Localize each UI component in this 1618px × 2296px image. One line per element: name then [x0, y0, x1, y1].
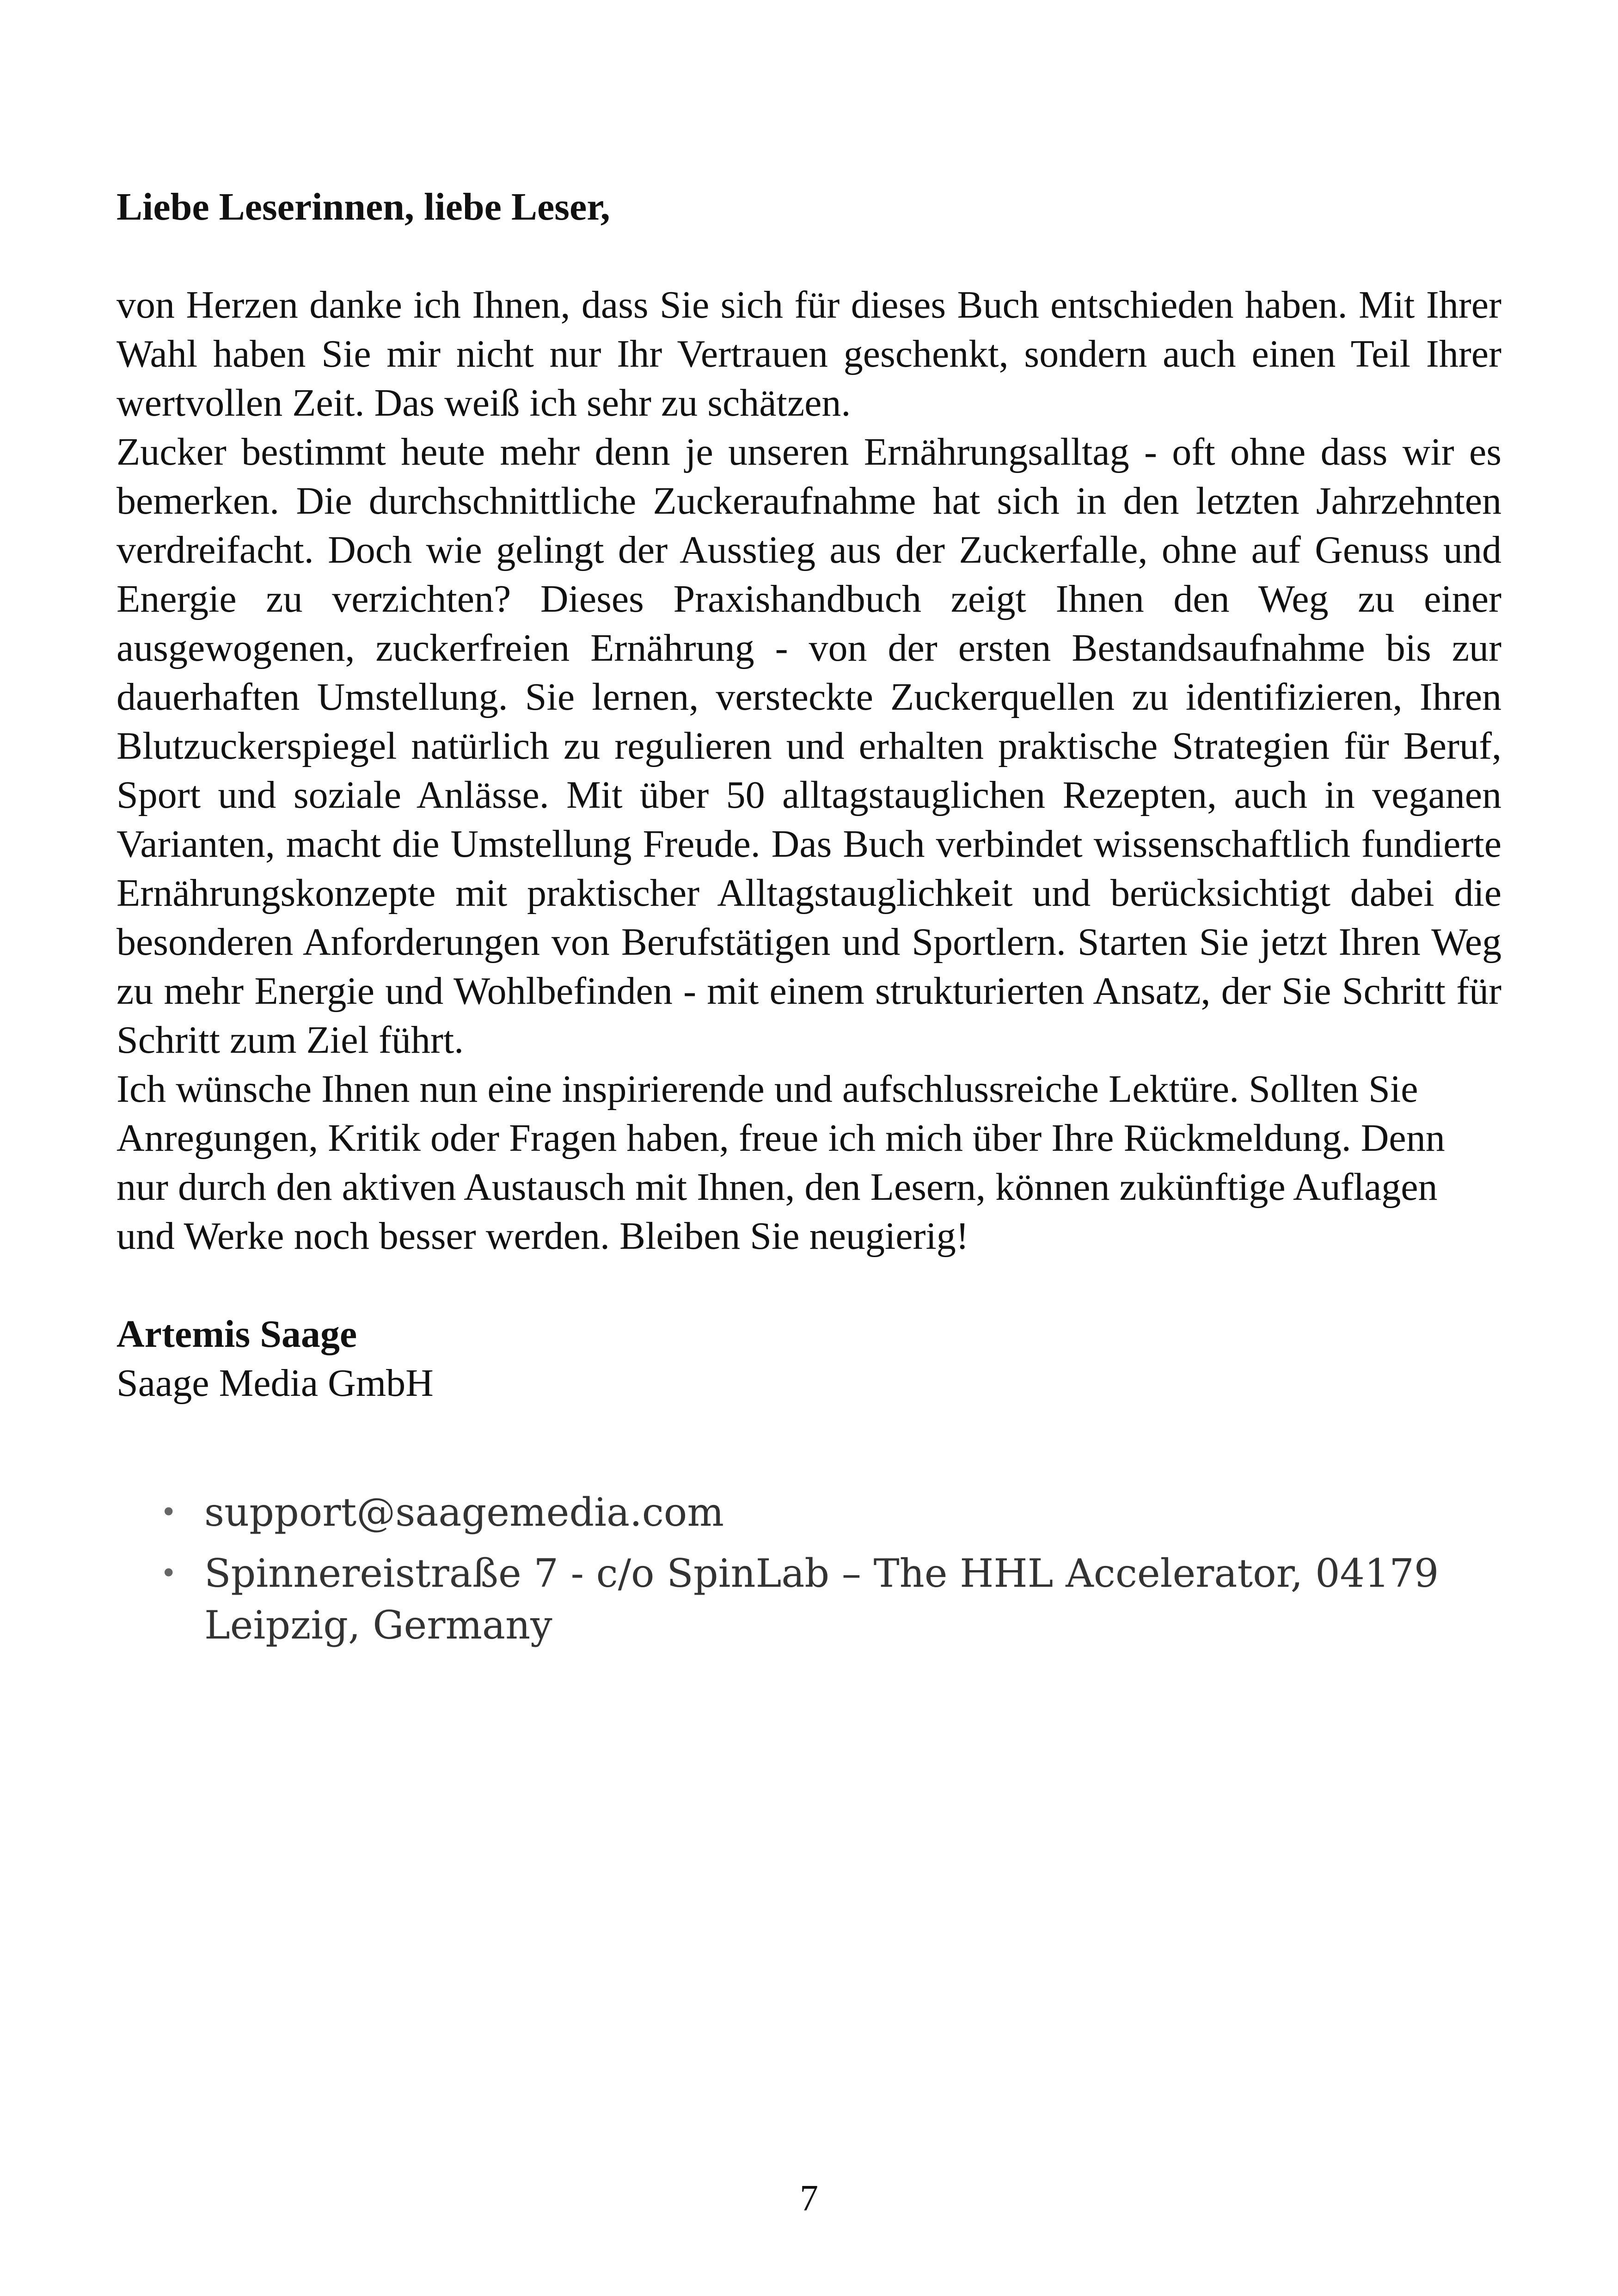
paragraph-thanks: von Herzen danke ich Ihnen, dass Sie sich für dieses Buch entschieden haben. Mit Ihrer Wahl haben Sie mir nicht nur Ihr Vertrauen geschenkt, sondern auch einen Teil Ihrer wertvollen Zeit. Das weiß ich sehr zu schätzen.	[116, 283, 1502, 424]
page-number: 7	[800, 2178, 818, 2219]
letter-body	[116, 281, 1502, 1261]
company-name: Saage Media GmbH	[116, 1362, 434, 1405]
paragraph-closing: Ich wünsche Ihnen nun eine inspirierende und aufschlussreiche Lektüre. Sollten Sie Anregungen, Kritik oder Fragen haben, freue ich mich über Ihre Rückmeldung. Denn nur durch den aktiven Austausch mit Ihnen, den Lesern, können zukünftige Auflagen und Werke noch besser werden. Bleiben Sie neugierig!	[116, 1068, 1445, 1258]
author-name: Artemis Saage	[116, 1313, 357, 1356]
paragraph-book-summary: Zucker bestimmt heute mehr denn je unseren Ernährungsalltag - oft ohne dass wir es bemerken. Die durchschnittliche Zuckeraufnahme hat sich in den letzten Jahrzehnten verdreifacht. Doch wie gelingt der Ausstieg aus der Zuckerfalle, ohne auf Genuss und Energie zu verzichten? Dieses Praxishandbuch zeigt Ihnen den Weg zu einer ausgewogenen, zuckerfreien Ernährung - von der ersten Bestandsaufnahme bis zur dauerhaften Umstellung. Sie lernen, versteckte Zuckerquellen zu identifizieren, Ihren Blutzuckerspiegel natürlich zu regulieren und erhalten praktische Strategien für Beruf, Sport und soziale Anlässe. Mit über 50 alltagstauglichen Rezepten, auch in veganen Varianten, macht die Umstellung Freude. Das Buch verbindet wissenschaftlich fundierte Ernährungskonzepte mit praktischer Alltagstauglichkeit und berücksichtigt dabei die besonderen Anforderungen von Berufstätigen und Sportlern. Starten Sie jetzt Ihren Weg zu mehr Energie und Wohlbefinden - mit einem strukturierten Ansatz, der Sie Schritt für Schritt zum Ziel führt.	[116, 430, 1502, 1062]
contact-address-item	[116, 1547, 1502, 1651]
signature-block	[116, 1310, 1502, 1408]
salutation-heading: Liebe Leserinnen, liebe Leser,	[116, 185, 610, 228]
contact-email-item	[116, 1486, 1502, 1538]
email-address[interactable]: support@saagemedia.com	[204, 1490, 724, 1535]
foreword-letter	[116, 183, 1502, 1660]
postal-address: Spinnereistraße 7 - c/o SpinLab – The HHL Accelerator, 04179 Leipzig, Germany	[204, 1551, 1439, 1648]
contact-list	[116, 1486, 1502, 1651]
bullet-icon: •	[160, 1496, 177, 1529]
bullet-icon: •	[160, 1557, 177, 1590]
